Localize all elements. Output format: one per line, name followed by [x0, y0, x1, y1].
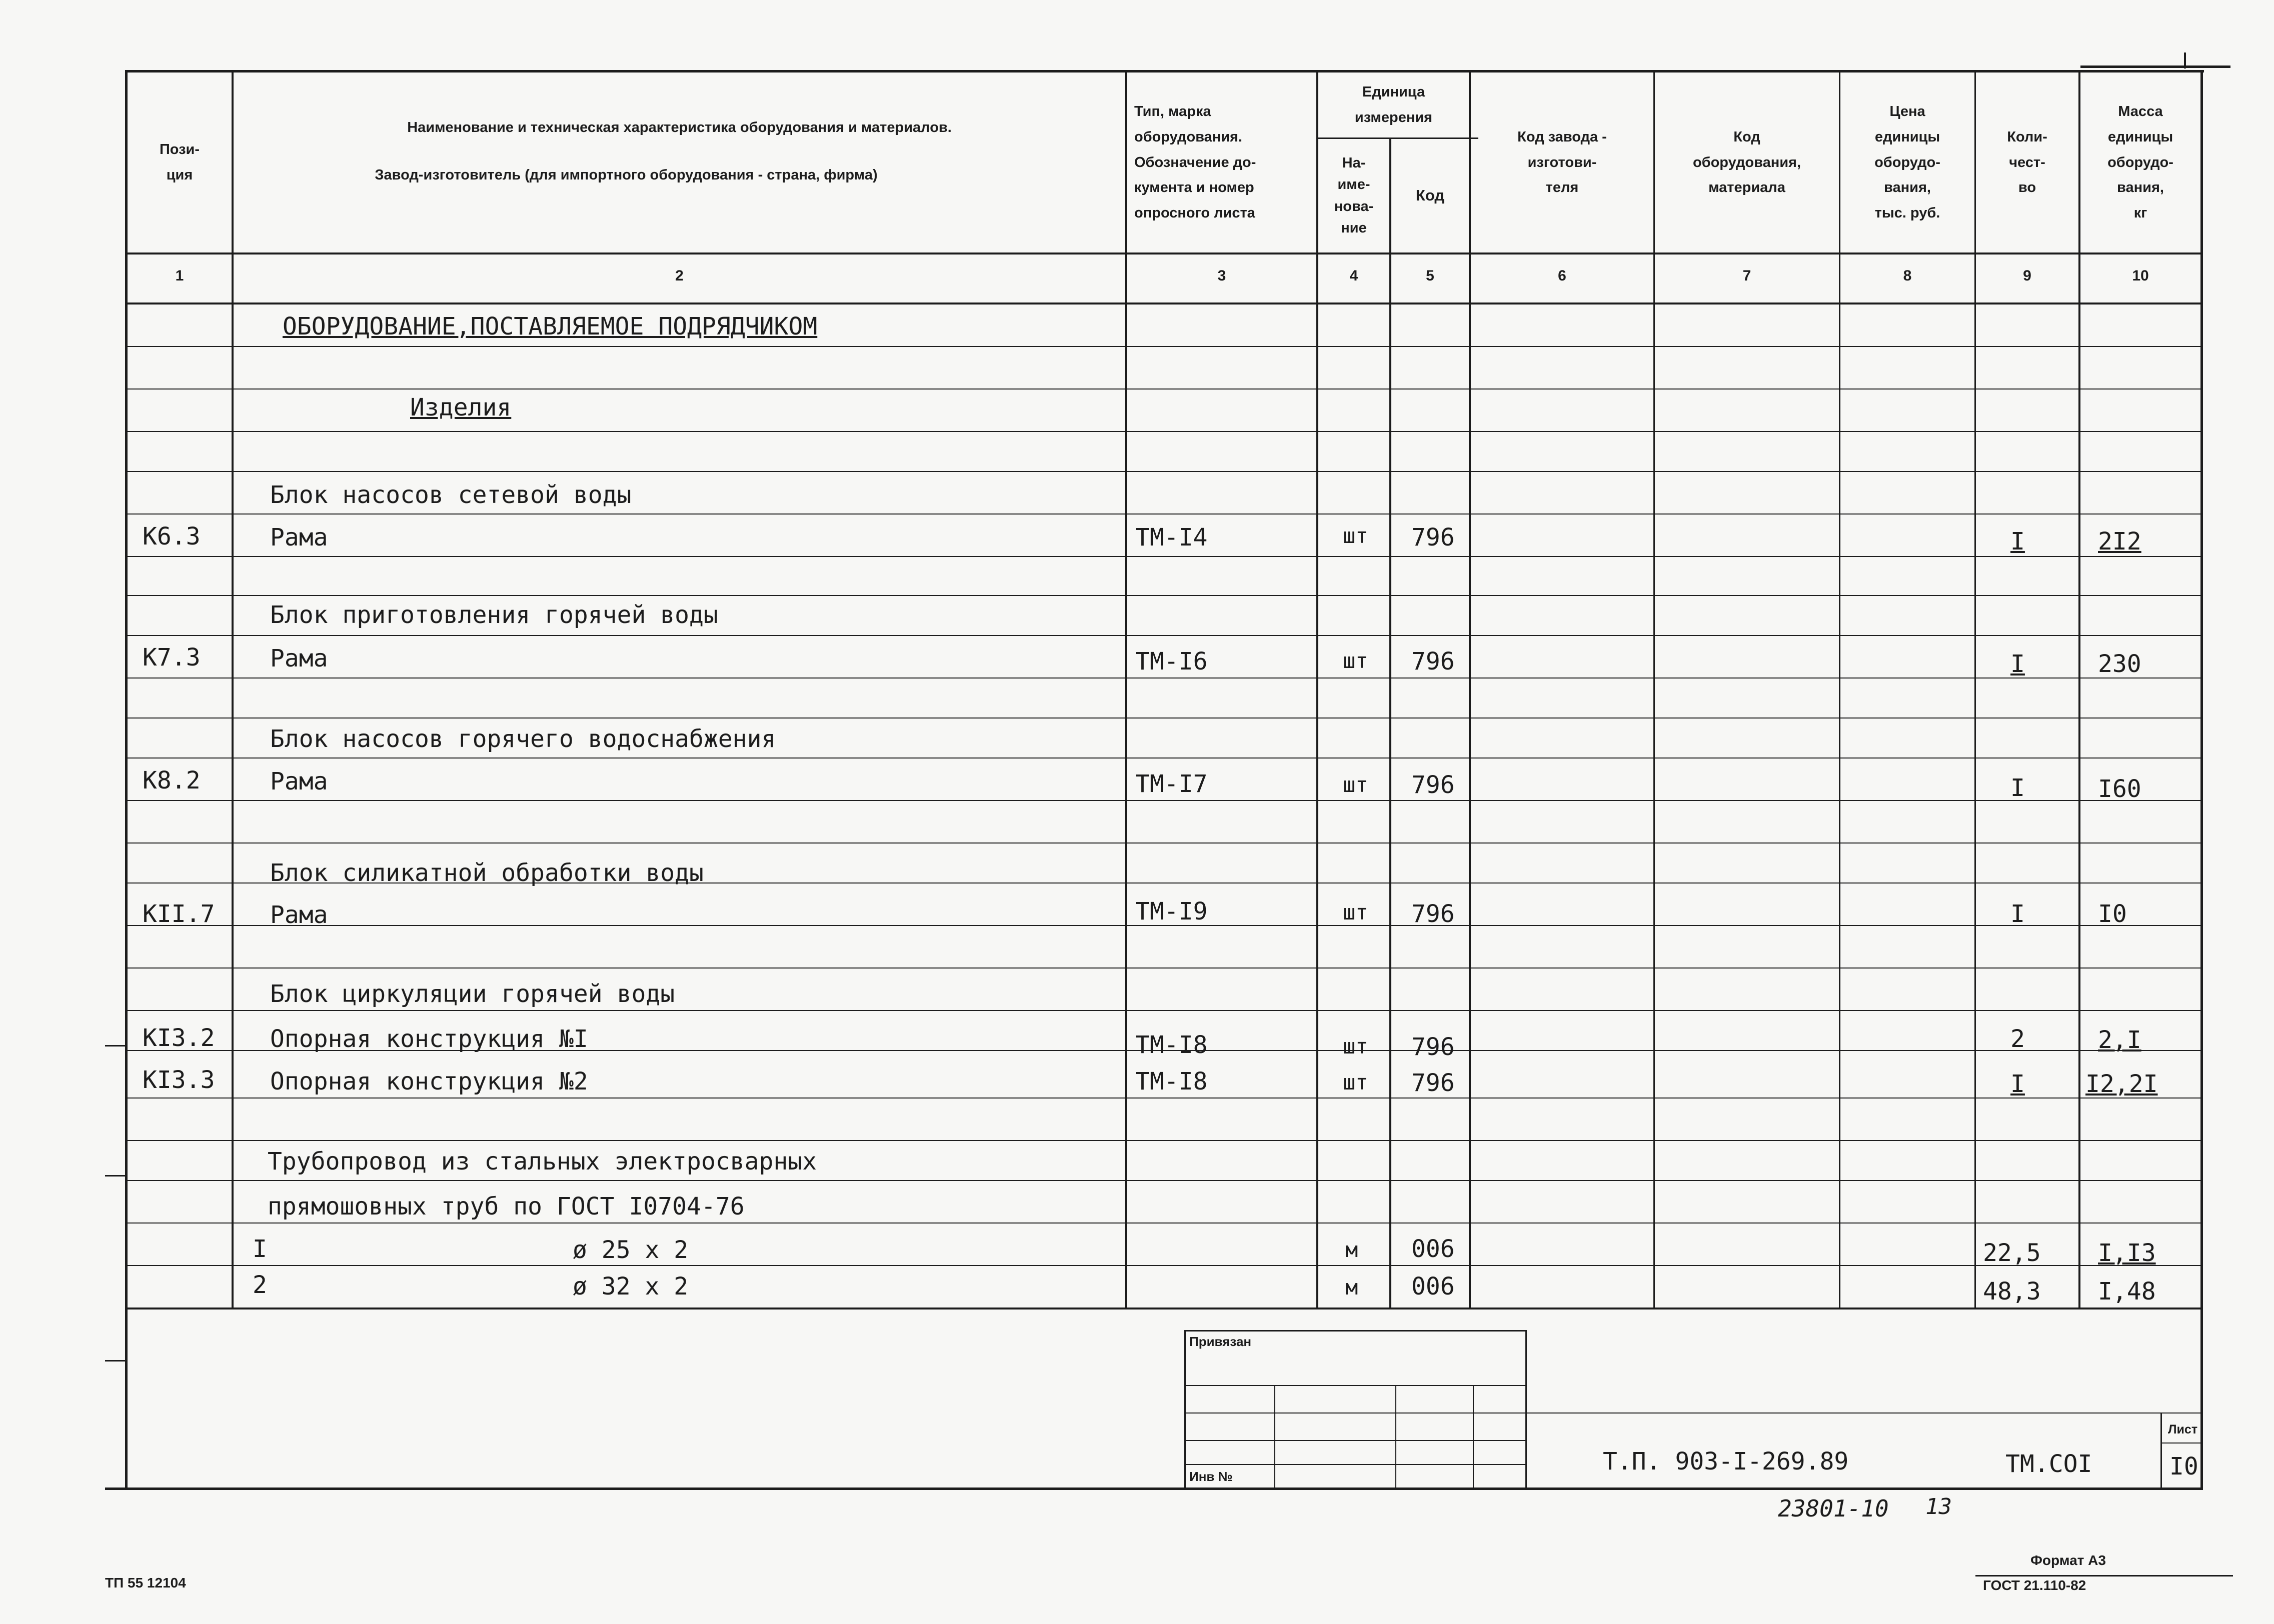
- header-unit-group: Единица измерения: [1354, 84, 1433, 126]
- group-title: Трубопровод из стальных электросварных: [268, 1148, 817, 1176]
- row-quantity: I: [2010, 774, 2025, 802]
- stamp-privyazan: Привязан: [1189, 1334, 1252, 1349]
- row-unit: м: [1345, 1238, 1358, 1262]
- header-quantity: Коли- чест- во: [2007, 128, 2047, 196]
- row-code: 006: [1411, 1235, 1455, 1263]
- row-unit: шт: [1343, 772, 1368, 797]
- column-number: 1: [175, 268, 184, 284]
- subsection-heading: Изделия: [410, 394, 512, 422]
- group-title: Блок циркуляции горячей воды: [270, 980, 675, 1008]
- pipe-dimension: ø 25 х 2: [573, 1236, 689, 1264]
- row-quantity: I: [2010, 528, 2025, 556]
- row-mass: I,48: [2098, 1278, 2156, 1306]
- column-number: 7: [1742, 268, 1751, 284]
- row-position: К8.2: [143, 766, 201, 794]
- column-number: 8: [1903, 268, 1912, 284]
- row-quantity: 2: [2010, 1025, 2025, 1053]
- group-title: Блок силикатной обработки воды: [270, 859, 704, 887]
- row-type: ТМ-I4: [1135, 524, 1208, 552]
- row-code: 796: [1411, 900, 1455, 928]
- row-name: Рама: [270, 768, 328, 796]
- row-unit: шт: [1343, 524, 1368, 548]
- header-unit-name: На- име- нова- ние: [1334, 154, 1374, 236]
- row-mass: 230: [2098, 650, 2141, 678]
- row-code: 796: [1411, 1033, 1455, 1061]
- pipe-dimension: ø 32 х 2: [573, 1272, 689, 1300]
- footer-gost: ГОСТ 21.110-82: [1983, 1578, 2086, 1593]
- header-manufacturer-code: Код завода - изготови- теля: [1517, 128, 1607, 196]
- row-position: К7.3: [143, 644, 201, 672]
- row-type: ТМ-I8: [1135, 1031, 1208, 1059]
- row-position: КI3.2: [143, 1024, 215, 1052]
- row-type: ТМ-I8: [1135, 1068, 1208, 1096]
- row-mass: 2,I: [2098, 1026, 2141, 1054]
- header-type: Тип, марка оборудования. Обозначение до- кумента и номер опросного листа: [1134, 104, 1256, 222]
- row-mass: I0: [2098, 900, 2127, 928]
- row-code: 796: [1411, 648, 1455, 676]
- row-quantity: 48,3: [1983, 1278, 2041, 1306]
- row-quantity: 22,5: [1983, 1239, 2041, 1267]
- stamp-inventory: Инв №: [1189, 1469, 1233, 1484]
- row-unit: шт: [1343, 648, 1368, 673]
- header-name-line1: Наименование и техническая характеристика оборудования и материалов.: [407, 119, 952, 136]
- row-type: ТМ-I9: [1135, 898, 1208, 926]
- document-code: Т.П. 903-I-269.89: [1603, 1448, 1849, 1476]
- row-name: Опорная конструкция №2: [270, 1068, 588, 1096]
- row-position: К6.3: [143, 522, 201, 550]
- column-number: 4: [1349, 268, 1358, 284]
- row-mass: I60: [2098, 775, 2141, 803]
- row-quantity: I: [2010, 1070, 2025, 1098]
- row-position: КII.7: [143, 900, 215, 928]
- header-unit-code: Код: [1415, 186, 1445, 204]
- column-number: 6: [1558, 268, 1566, 284]
- handwritten-number: 23801-10: [1778, 1495, 1889, 1522]
- sheet-code: ТМ.СОI: [2005, 1450, 2092, 1478]
- row-mass: 2I2: [2098, 528, 2141, 556]
- row-name: Рама: [270, 901, 328, 929]
- row-code: 796: [1411, 1069, 1455, 1097]
- row-type: ТМ-I6: [1135, 648, 1208, 676]
- column-number: 2: [675, 268, 684, 284]
- column-number: 9: [2023, 268, 2031, 284]
- sheet-number: I0: [2169, 1452, 2198, 1480]
- header-price: Цена единицы оборудо- вания, тыс. руб.: [1874, 104, 1940, 222]
- row-position: КI3.3: [143, 1066, 215, 1094]
- footer-code: ТП 55 12104: [105, 1575, 186, 1590]
- row-name: Рама: [270, 524, 328, 552]
- row-unit: шт: [1343, 900, 1368, 924]
- pipe-item-number: 2: [253, 1271, 267, 1299]
- footer-format: Формат А3: [2030, 1552, 2106, 1568]
- group-title: Блок насосов сетевой воды: [270, 481, 632, 509]
- group-title: Блок насосов горячего водоснабжения: [270, 725, 776, 753]
- row-code: 006: [1411, 1272, 1455, 1300]
- column-number: 3: [1217, 268, 1226, 284]
- pipe-item-number: I: [253, 1235, 267, 1263]
- row-name: Опорная конструкция №I: [270, 1025, 588, 1053]
- row-unit: м: [1345, 1275, 1358, 1300]
- column-number: 10: [2132, 268, 2149, 284]
- column-number: 5: [1426, 268, 1434, 284]
- row-type: ТМ-I7: [1135, 770, 1208, 798]
- handwritten-page: 13: [1925, 1494, 1952, 1520]
- header-mass: Масса единицы оборудо- вания, кг: [2107, 104, 2173, 222]
- row-quantity: I: [2010, 900, 2025, 928]
- group-title: Блок приготовления горячей воды: [270, 601, 718, 629]
- group-title-continued: прямошовных труб по ГОСТ I0704-76: [268, 1192, 745, 1220]
- section-heading: ОБОРУДОВАНИЕ,ПОСТАВЛЯЕМОЕ ПОДРЯДЧИКОМ: [283, 312, 818, 340]
- header-equipment-code: Код оборудования, материала: [1692, 128, 1801, 196]
- header-name-line2: Завод-изготовитель (для импортного оборудования - страна, фирма): [375, 166, 878, 183]
- row-unit: шт: [1343, 1034, 1368, 1058]
- row-name: Рама: [270, 644, 328, 672]
- row-mass: I,I3: [2098, 1239, 2156, 1267]
- sheet-label: Лист: [2168, 1422, 2198, 1436]
- row-quantity: I: [2010, 650, 2025, 678]
- row-code: 796: [1411, 771, 1455, 799]
- header-position: Пози- ция: [159, 142, 200, 183]
- row-code: 796: [1411, 524, 1455, 552]
- row-unit: шт: [1343, 1070, 1368, 1094]
- row-mass: I2,2I: [2085, 1070, 2158, 1098]
